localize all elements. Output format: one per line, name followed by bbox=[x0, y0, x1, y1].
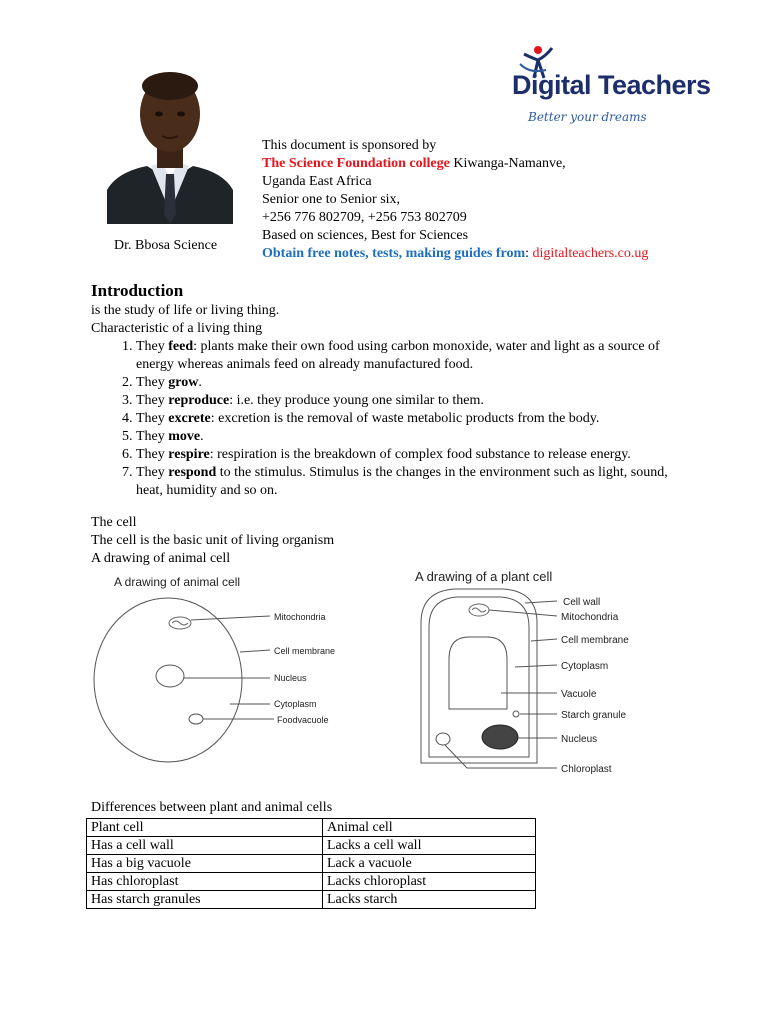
cell-heading: The cell bbox=[91, 515, 137, 530]
plant-cell-diagram bbox=[405, 563, 645, 783]
nucleus-shape bbox=[156, 665, 184, 687]
cell-wall-pointer bbox=[525, 601, 557, 603]
table-row bbox=[87, 855, 536, 873]
college-location: Kiwanga-Namanve, bbox=[449, 156, 566, 171]
membrane-pointer bbox=[240, 650, 270, 652]
table-cell: Has chloroplast bbox=[87, 873, 323, 891]
table-cell: Lacks a cell wall bbox=[323, 837, 536, 855]
label-plant-nucleus: Nucleus bbox=[561, 734, 598, 745]
cell-section bbox=[91, 514, 334, 568]
plant-mitochondria-crista bbox=[472, 608, 486, 612]
introduction-heading: Introduction bbox=[91, 281, 184, 300]
author-photo bbox=[107, 62, 233, 224]
label-plant-mitochondria: Mitochondria bbox=[561, 612, 619, 623]
list-item: 2. They grow. bbox=[136, 374, 691, 392]
sponsor-phone: +256 776 802709, +256 753 802709 bbox=[262, 210, 467, 225]
mitochondria-crista bbox=[172, 621, 188, 625]
free-notes-line bbox=[262, 245, 648, 263]
list-item: 5. They move. bbox=[136, 428, 691, 446]
photo-caption: Dr. Bbosa Science bbox=[114, 238, 218, 253]
table-header-cell: Animal cell bbox=[323, 819, 536, 837]
plant-nucleus-shape bbox=[482, 725, 518, 749]
characteristics-list bbox=[91, 338, 691, 500]
sponsor-line: This document is sponsored by bbox=[262, 138, 437, 153]
label-cell-wall: Cell wall bbox=[563, 597, 601, 608]
label-plant-cytoplasm: Cytoplasm bbox=[561, 661, 609, 672]
list-item: 4. They excrete: excretion is the removal of waste metabolic products from the body. bbox=[136, 410, 691, 428]
animal-cell-diagram bbox=[90, 570, 350, 770]
sponsor-block bbox=[262, 137, 648, 263]
differences-table bbox=[86, 818, 536, 909]
label-starch-granule: Starch granule bbox=[561, 710, 627, 721]
animal-diagram-title: A drawing of animal cell bbox=[114, 575, 241, 589]
vacuole-shape bbox=[449, 637, 507, 709]
plant-membrane-pointer bbox=[531, 639, 557, 641]
plant-cytoplasm-pointer bbox=[515, 665, 557, 667]
cell-definition: The cell is the basic unit of living organism bbox=[91, 533, 335, 548]
table-cell: Has a cell wall bbox=[87, 837, 323, 855]
website-link[interactable]: digitalteachers.co.ug bbox=[529, 246, 649, 261]
animal-cell-caption: A drawing of animal cell bbox=[91, 551, 231, 566]
introduction-body bbox=[91, 302, 691, 500]
table-cell: Has starch granules bbox=[87, 891, 323, 909]
table-cell: Has a big vacuole bbox=[87, 855, 323, 873]
table-row bbox=[87, 819, 536, 837]
plant-diagram-title: A drawing of a plant cell bbox=[415, 569, 553, 584]
label-cytoplasm: Cytoplasm bbox=[274, 699, 317, 709]
intro-subheading: Characteristic of a living thing bbox=[91, 321, 263, 336]
starch-granule-shape bbox=[513, 711, 519, 717]
table-row bbox=[87, 873, 536, 891]
table-caption: Differences between plant and animal cells bbox=[91, 800, 333, 815]
logo-tagline: Better your dreams bbox=[528, 110, 647, 124]
table-row bbox=[87, 837, 536, 855]
table-row bbox=[87, 891, 536, 909]
plant-mitochondria-pointer bbox=[489, 610, 557, 616]
foodvacuole-shape bbox=[189, 714, 203, 724]
college-name: The Science Foundation college bbox=[262, 156, 450, 171]
label-foodvacuole: Foodvacuole bbox=[277, 715, 329, 725]
list-item: 7. They respond to the stimulus. Stimulus is the changes in the environment such as light, sound, heat, humidity and so on. bbox=[136, 464, 691, 500]
table-cell: Lacks chloroplast bbox=[323, 873, 536, 891]
label-mitochondria: Mitochondria bbox=[274, 612, 326, 622]
logo-title: Digital Teachers bbox=[512, 70, 711, 100]
label-chloroplast: Chloroplast bbox=[561, 764, 612, 775]
list-item: 1. They feed: plants make their own food using carbon monoxide, water and light as a source of energy whereas animals feed on already manufactured food. bbox=[136, 338, 691, 374]
sponsor-line: Based on sciences, Best for Sciences bbox=[262, 228, 469, 243]
free-notes-text: Obtain free notes, tests, making guides from bbox=[262, 246, 526, 261]
label-plant-membrane: Cell membrane bbox=[561, 635, 629, 646]
mitochondria-pointer bbox=[191, 616, 270, 620]
table-cell: Lack a vacuole bbox=[323, 855, 536, 873]
sponsor-line: Senior one to Senior six, bbox=[262, 192, 401, 207]
cell-membrane-shape bbox=[94, 598, 242, 762]
free-notes-colon: : bbox=[525, 246, 530, 261]
digital-teachers-logo bbox=[512, 44, 711, 134]
intro-definition: is the study of life or living thing. bbox=[91, 303, 280, 318]
list-item: 3. They reproduce: i.e. they produce young one similar to them. bbox=[136, 392, 691, 410]
label-cell-membrane: Cell membrane bbox=[274, 646, 336, 656]
chloroplast-shape bbox=[436, 733, 450, 745]
sponsor-line: Uganda East Africa bbox=[262, 174, 372, 189]
sponsor-college-line bbox=[262, 155, 648, 173]
table-cell: Lacks starch bbox=[323, 891, 536, 909]
label-vacuole: Vacuole bbox=[561, 689, 597, 700]
table-header-cell: Plant cell bbox=[87, 819, 323, 837]
label-nucleus: Nucleus bbox=[274, 673, 307, 683]
list-item: 6. They respire: respiration is the breakdown of complex food substance to release energy. bbox=[136, 446, 691, 464]
cell-wall-shape bbox=[421, 589, 537, 763]
